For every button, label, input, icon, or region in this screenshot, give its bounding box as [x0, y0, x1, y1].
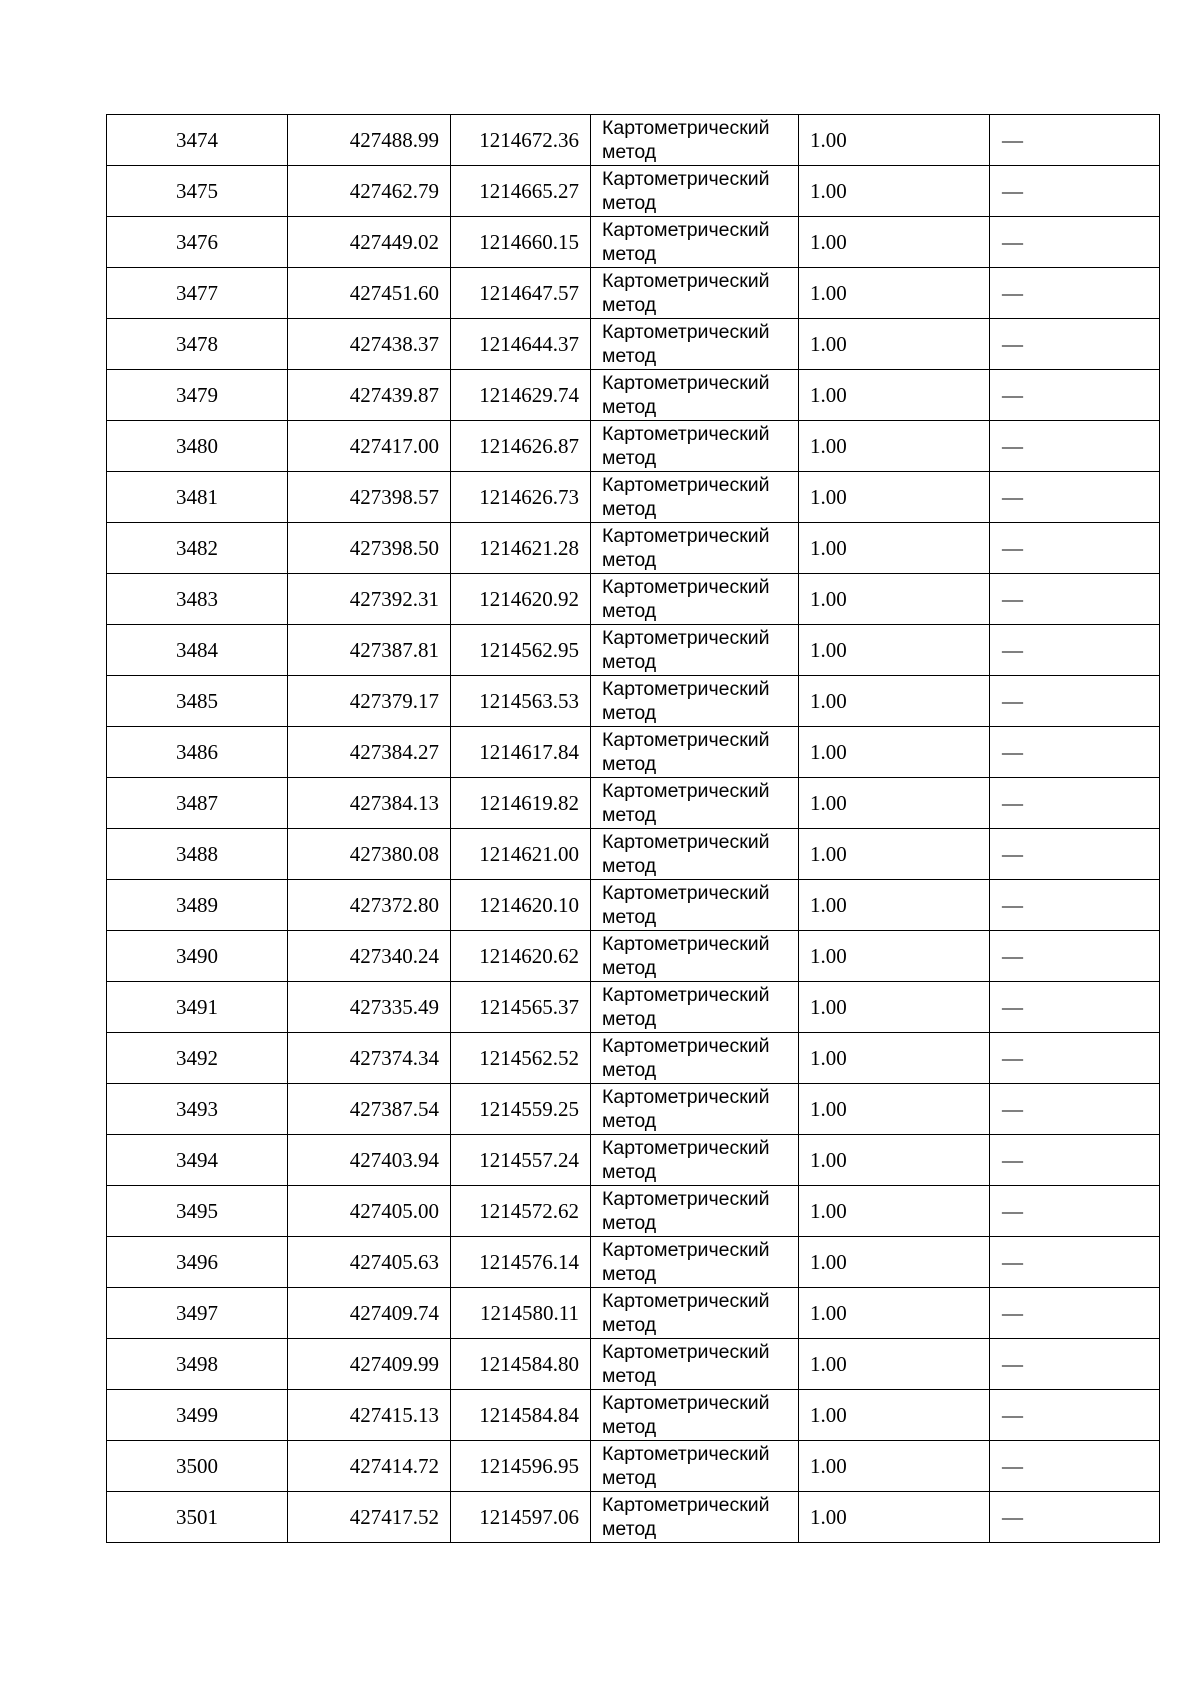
method-cell	[591, 1237, 799, 1288]
point-number-cell: 3477	[107, 268, 288, 319]
y-coordinate-cell: 1214617.84	[451, 727, 591, 778]
method-text-line: Картометрический	[602, 321, 770, 343]
note-cell: —	[990, 166, 1160, 217]
note-cell: —	[990, 1441, 1160, 1492]
y-coordinate-cell: 1214621.00	[451, 829, 591, 880]
method-text-line: метод	[602, 600, 657, 622]
x-coordinate-cell: 427387.81	[288, 625, 451, 676]
coordinates-table	[106, 114, 1160, 1543]
accuracy-cell: 1.00	[799, 727, 990, 778]
method-text-line: Картометрический	[602, 780, 770, 802]
point-number-cell: 3500	[107, 1441, 288, 1492]
method-cell	[591, 625, 799, 676]
method-cell	[591, 1186, 799, 1237]
table-row	[107, 1084, 1160, 1135]
accuracy-cell: 1.00	[799, 217, 990, 268]
x-coordinate-cell: 427405.63	[288, 1237, 451, 1288]
y-coordinate-cell: 1214660.15	[451, 217, 591, 268]
note-cell: —	[990, 1288, 1160, 1339]
accuracy-cell: 1.00	[799, 1186, 990, 1237]
method-cell	[591, 472, 799, 523]
method-text-line: Картометрический	[602, 168, 770, 190]
x-coordinate-cell: 427403.94	[288, 1135, 451, 1186]
method-cell	[591, 727, 799, 778]
method-text-line: метод	[602, 1212, 657, 1234]
accuracy-cell: 1.00	[799, 421, 990, 472]
method-text-line: Картометрический	[602, 423, 770, 445]
point-number-cell: 3489	[107, 880, 288, 931]
y-coordinate-cell: 1214565.37	[451, 982, 591, 1033]
method-cell	[591, 676, 799, 727]
method-text-line: Картометрический	[602, 474, 770, 496]
method-cell	[591, 1390, 799, 1441]
point-number-cell: 3480	[107, 421, 288, 472]
table-row	[107, 1492, 1160, 1543]
method-text-line: Картометрический	[602, 1392, 770, 1414]
x-coordinate-cell: 427372.80	[288, 880, 451, 931]
note-cell: —	[990, 931, 1160, 982]
note-cell: —	[990, 421, 1160, 472]
accuracy-cell: 1.00	[799, 1135, 990, 1186]
note-cell: —	[990, 829, 1160, 880]
table-row	[107, 1390, 1160, 1441]
accuracy-cell: 1.00	[799, 115, 990, 166]
table-row	[107, 880, 1160, 931]
note-cell: —	[990, 676, 1160, 727]
x-coordinate-cell: 427398.50	[288, 523, 451, 574]
point-number-cell: 3476	[107, 217, 288, 268]
method-cell	[591, 829, 799, 880]
accuracy-cell: 1.00	[799, 982, 990, 1033]
method-text-line: Картометрический	[602, 729, 770, 751]
table-row	[107, 268, 1160, 319]
method-text-line: Картометрический	[602, 1035, 770, 1057]
table-row	[107, 217, 1160, 268]
method-cell	[591, 1135, 799, 1186]
method-text-line: метод	[602, 1314, 657, 1336]
note-cell: —	[990, 727, 1160, 778]
method-cell	[591, 115, 799, 166]
method-text-line: метод	[602, 651, 657, 673]
accuracy-cell: 1.00	[799, 1237, 990, 1288]
table-row	[107, 523, 1160, 574]
accuracy-cell: 1.00	[799, 1288, 990, 1339]
note-cell: —	[990, 472, 1160, 523]
point-number-cell: 3493	[107, 1084, 288, 1135]
accuracy-cell: 1.00	[799, 931, 990, 982]
x-coordinate-cell: 427384.13	[288, 778, 451, 829]
method-cell	[591, 778, 799, 829]
table-row	[107, 1237, 1160, 1288]
method-cell	[591, 1084, 799, 1135]
method-text-line: метод	[602, 447, 657, 469]
accuracy-cell: 1.00	[799, 1339, 990, 1390]
x-coordinate-cell: 427409.74	[288, 1288, 451, 1339]
y-coordinate-cell: 1214620.62	[451, 931, 591, 982]
accuracy-cell: 1.00	[799, 1492, 990, 1543]
table-row	[107, 472, 1160, 523]
method-text-line: метод	[602, 804, 657, 826]
x-coordinate-cell: 427414.72	[288, 1441, 451, 1492]
y-coordinate-cell: 1214580.11	[451, 1288, 591, 1339]
note-cell: —	[990, 880, 1160, 931]
method-cell	[591, 1288, 799, 1339]
method-text-line: метод	[602, 1059, 657, 1081]
y-coordinate-cell: 1214572.62	[451, 1186, 591, 1237]
method-text-line: метод	[602, 753, 657, 775]
point-number-cell: 3501	[107, 1492, 288, 1543]
table-row	[107, 676, 1160, 727]
y-coordinate-cell: 1214562.95	[451, 625, 591, 676]
point-number-cell: 3475	[107, 166, 288, 217]
method-text-line: метод	[602, 243, 657, 265]
method-cell	[591, 1033, 799, 1084]
y-coordinate-cell: 1214559.25	[451, 1084, 591, 1135]
method-text-line: Картометрический	[602, 525, 770, 547]
accuracy-cell: 1.00	[799, 268, 990, 319]
note-cell: —	[990, 1135, 1160, 1186]
point-number-cell: 3494	[107, 1135, 288, 1186]
y-coordinate-cell: 1214644.37	[451, 319, 591, 370]
method-text-line: Картометрический	[602, 1137, 770, 1159]
x-coordinate-cell: 427335.49	[288, 982, 451, 1033]
accuracy-cell: 1.00	[799, 1390, 990, 1441]
x-coordinate-cell: 427438.37	[288, 319, 451, 370]
method-text-line: метод	[602, 906, 657, 928]
method-text-line: Картометрический	[602, 933, 770, 955]
table-row	[107, 931, 1160, 982]
accuracy-cell: 1.00	[799, 370, 990, 421]
method-cell	[591, 370, 799, 421]
method-cell	[591, 982, 799, 1033]
method-text-line: Картометрический	[602, 984, 770, 1006]
note-cell: —	[990, 1390, 1160, 1441]
note-cell: —	[990, 1492, 1160, 1543]
accuracy-cell: 1.00	[799, 625, 990, 676]
note-cell: —	[990, 625, 1160, 676]
table-row	[107, 1441, 1160, 1492]
y-coordinate-cell: 1214619.82	[451, 778, 591, 829]
point-number-cell: 3484	[107, 625, 288, 676]
x-coordinate-cell: 427380.08	[288, 829, 451, 880]
table-row	[107, 421, 1160, 472]
accuracy-cell: 1.00	[799, 472, 990, 523]
y-coordinate-cell: 1214562.52	[451, 1033, 591, 1084]
point-number-cell: 3479	[107, 370, 288, 421]
method-text-line: метод	[602, 1008, 657, 1030]
method-cell	[591, 319, 799, 370]
method-text-line: метод	[602, 1365, 657, 1387]
accuracy-cell: 1.00	[799, 1033, 990, 1084]
y-coordinate-cell: 1214620.10	[451, 880, 591, 931]
method-text-line: метод	[602, 702, 657, 724]
method-text-line: Картометрический	[602, 372, 770, 394]
table-row	[107, 1033, 1160, 1084]
note-cell: —	[990, 370, 1160, 421]
note-cell: —	[990, 523, 1160, 574]
table-row	[107, 1135, 1160, 1186]
y-coordinate-cell: 1214620.92	[451, 574, 591, 625]
table-row	[107, 370, 1160, 421]
method-text-line: метод	[602, 855, 657, 877]
y-coordinate-cell: 1214626.87	[451, 421, 591, 472]
point-number-cell: 3482	[107, 523, 288, 574]
note-cell: —	[990, 1084, 1160, 1135]
method-text-line: метод	[602, 957, 657, 979]
method-text-line: Картометрический	[602, 1290, 770, 1312]
accuracy-cell: 1.00	[799, 880, 990, 931]
accuracy-cell: 1.00	[799, 676, 990, 727]
method-text-line: Картометрический	[602, 219, 770, 241]
method-cell	[591, 1441, 799, 1492]
table-row	[107, 574, 1160, 625]
method-text-line: метод	[602, 1110, 657, 1132]
x-coordinate-cell: 427439.87	[288, 370, 451, 421]
method-cell	[591, 931, 799, 982]
x-coordinate-cell: 427449.02	[288, 217, 451, 268]
method-text-line: Картометрический	[602, 627, 770, 649]
method-text-line: метод	[602, 396, 657, 418]
x-coordinate-cell: 427340.24	[288, 931, 451, 982]
method-text-line: Картометрический	[602, 678, 770, 700]
method-text-line: Картометрический	[602, 1341, 770, 1363]
method-text-line: Картометрический	[602, 831, 770, 853]
y-coordinate-cell: 1214597.06	[451, 1492, 591, 1543]
note-cell: —	[990, 1033, 1160, 1084]
y-coordinate-cell: 1214576.14	[451, 1237, 591, 1288]
accuracy-cell: 1.00	[799, 1084, 990, 1135]
method-text-line: метод	[602, 1263, 657, 1285]
point-number-cell: 3481	[107, 472, 288, 523]
note-cell: —	[990, 1339, 1160, 1390]
method-text-line: метод	[602, 294, 657, 316]
method-text-line: метод	[602, 498, 657, 520]
point-number-cell: 3483	[107, 574, 288, 625]
point-number-cell: 3497	[107, 1288, 288, 1339]
y-coordinate-cell: 1214629.74	[451, 370, 591, 421]
method-text-line: Картометрический	[602, 1494, 770, 1516]
note-cell: —	[990, 574, 1160, 625]
method-cell	[591, 523, 799, 574]
method-text-line: Картометрический	[602, 1086, 770, 1108]
note-cell: —	[990, 268, 1160, 319]
table-row	[107, 319, 1160, 370]
method-cell	[591, 574, 799, 625]
y-coordinate-cell: 1214647.57	[451, 268, 591, 319]
accuracy-cell: 1.00	[799, 319, 990, 370]
accuracy-cell: 1.00	[799, 829, 990, 880]
note-cell: —	[990, 1237, 1160, 1288]
method-cell	[591, 880, 799, 931]
x-coordinate-cell: 427392.31	[288, 574, 451, 625]
method-text-line: метод	[602, 1161, 657, 1183]
table-row	[107, 1186, 1160, 1237]
method-text-line: Картометрический	[602, 1443, 770, 1465]
x-coordinate-cell: 427417.52	[288, 1492, 451, 1543]
note-cell: —	[990, 319, 1160, 370]
method-text-line: Картометрический	[602, 576, 770, 598]
method-text-line: Картометрический	[602, 270, 770, 292]
point-number-cell: 3491	[107, 982, 288, 1033]
method-cell	[591, 421, 799, 472]
method-cell	[591, 217, 799, 268]
point-number-cell: 3496	[107, 1237, 288, 1288]
accuracy-cell: 1.00	[799, 523, 990, 574]
x-coordinate-cell: 427374.34	[288, 1033, 451, 1084]
x-coordinate-cell: 427417.00	[288, 421, 451, 472]
y-coordinate-cell: 1214672.36	[451, 115, 591, 166]
method-text-line: метод	[602, 1467, 657, 1489]
method-text-line: Картометрический	[602, 1188, 770, 1210]
note-cell: —	[990, 115, 1160, 166]
table-row	[107, 829, 1160, 880]
point-number-cell: 3490	[107, 931, 288, 982]
table-row	[107, 115, 1160, 166]
method-text-line: метод	[602, 345, 657, 367]
x-coordinate-cell: 427384.27	[288, 727, 451, 778]
method-text-line: метод	[602, 192, 657, 214]
point-number-cell: 3486	[107, 727, 288, 778]
table-row	[107, 166, 1160, 217]
y-coordinate-cell: 1214584.84	[451, 1390, 591, 1441]
y-coordinate-cell: 1214557.24	[451, 1135, 591, 1186]
point-number-cell: 3478	[107, 319, 288, 370]
x-coordinate-cell: 427451.60	[288, 268, 451, 319]
x-coordinate-cell: 427405.00	[288, 1186, 451, 1237]
x-coordinate-cell: 427409.99	[288, 1339, 451, 1390]
point-number-cell: 3498	[107, 1339, 288, 1390]
x-coordinate-cell: 427415.13	[288, 1390, 451, 1441]
accuracy-cell: 1.00	[799, 778, 990, 829]
note-cell: —	[990, 217, 1160, 268]
y-coordinate-cell: 1214665.27	[451, 166, 591, 217]
point-number-cell: 3485	[107, 676, 288, 727]
coordinates-table-body	[107, 115, 1160, 1543]
method-text-line: Картометрический	[602, 117, 770, 139]
y-coordinate-cell: 1214563.53	[451, 676, 591, 727]
point-number-cell: 3474	[107, 115, 288, 166]
y-coordinate-cell: 1214626.73	[451, 472, 591, 523]
point-number-cell: 3492	[107, 1033, 288, 1084]
note-cell: —	[990, 982, 1160, 1033]
point-number-cell: 3488	[107, 829, 288, 880]
method-cell	[591, 166, 799, 217]
method-text-line: Картометрический	[602, 882, 770, 904]
x-coordinate-cell: 427462.79	[288, 166, 451, 217]
table-row	[107, 982, 1160, 1033]
method-cell	[591, 1339, 799, 1390]
x-coordinate-cell: 427488.99	[288, 115, 451, 166]
x-coordinate-cell: 427398.57	[288, 472, 451, 523]
point-number-cell: 3499	[107, 1390, 288, 1441]
y-coordinate-cell: 1214584.80	[451, 1339, 591, 1390]
y-coordinate-cell: 1214621.28	[451, 523, 591, 574]
method-text-line: метод	[602, 141, 657, 163]
table-row	[107, 1288, 1160, 1339]
note-cell: —	[990, 1186, 1160, 1237]
note-cell: —	[990, 778, 1160, 829]
table-row	[107, 778, 1160, 829]
table-row	[107, 1339, 1160, 1390]
method-text-line: метод	[602, 549, 657, 571]
point-number-cell: 3487	[107, 778, 288, 829]
table-row	[107, 727, 1160, 778]
accuracy-cell: 1.00	[799, 574, 990, 625]
method-text-line: метод	[602, 1416, 657, 1438]
method-cell	[591, 268, 799, 319]
y-coordinate-cell: 1214596.95	[451, 1441, 591, 1492]
x-coordinate-cell: 427379.17	[288, 676, 451, 727]
method-text-line: метод	[602, 1518, 657, 1540]
x-coordinate-cell: 427387.54	[288, 1084, 451, 1135]
accuracy-cell: 1.00	[799, 1441, 990, 1492]
method-text-line: Картометрический	[602, 1239, 770, 1261]
accuracy-cell: 1.00	[799, 166, 990, 217]
table-row	[107, 625, 1160, 676]
method-cell	[591, 1492, 799, 1543]
point-number-cell: 3495	[107, 1186, 288, 1237]
